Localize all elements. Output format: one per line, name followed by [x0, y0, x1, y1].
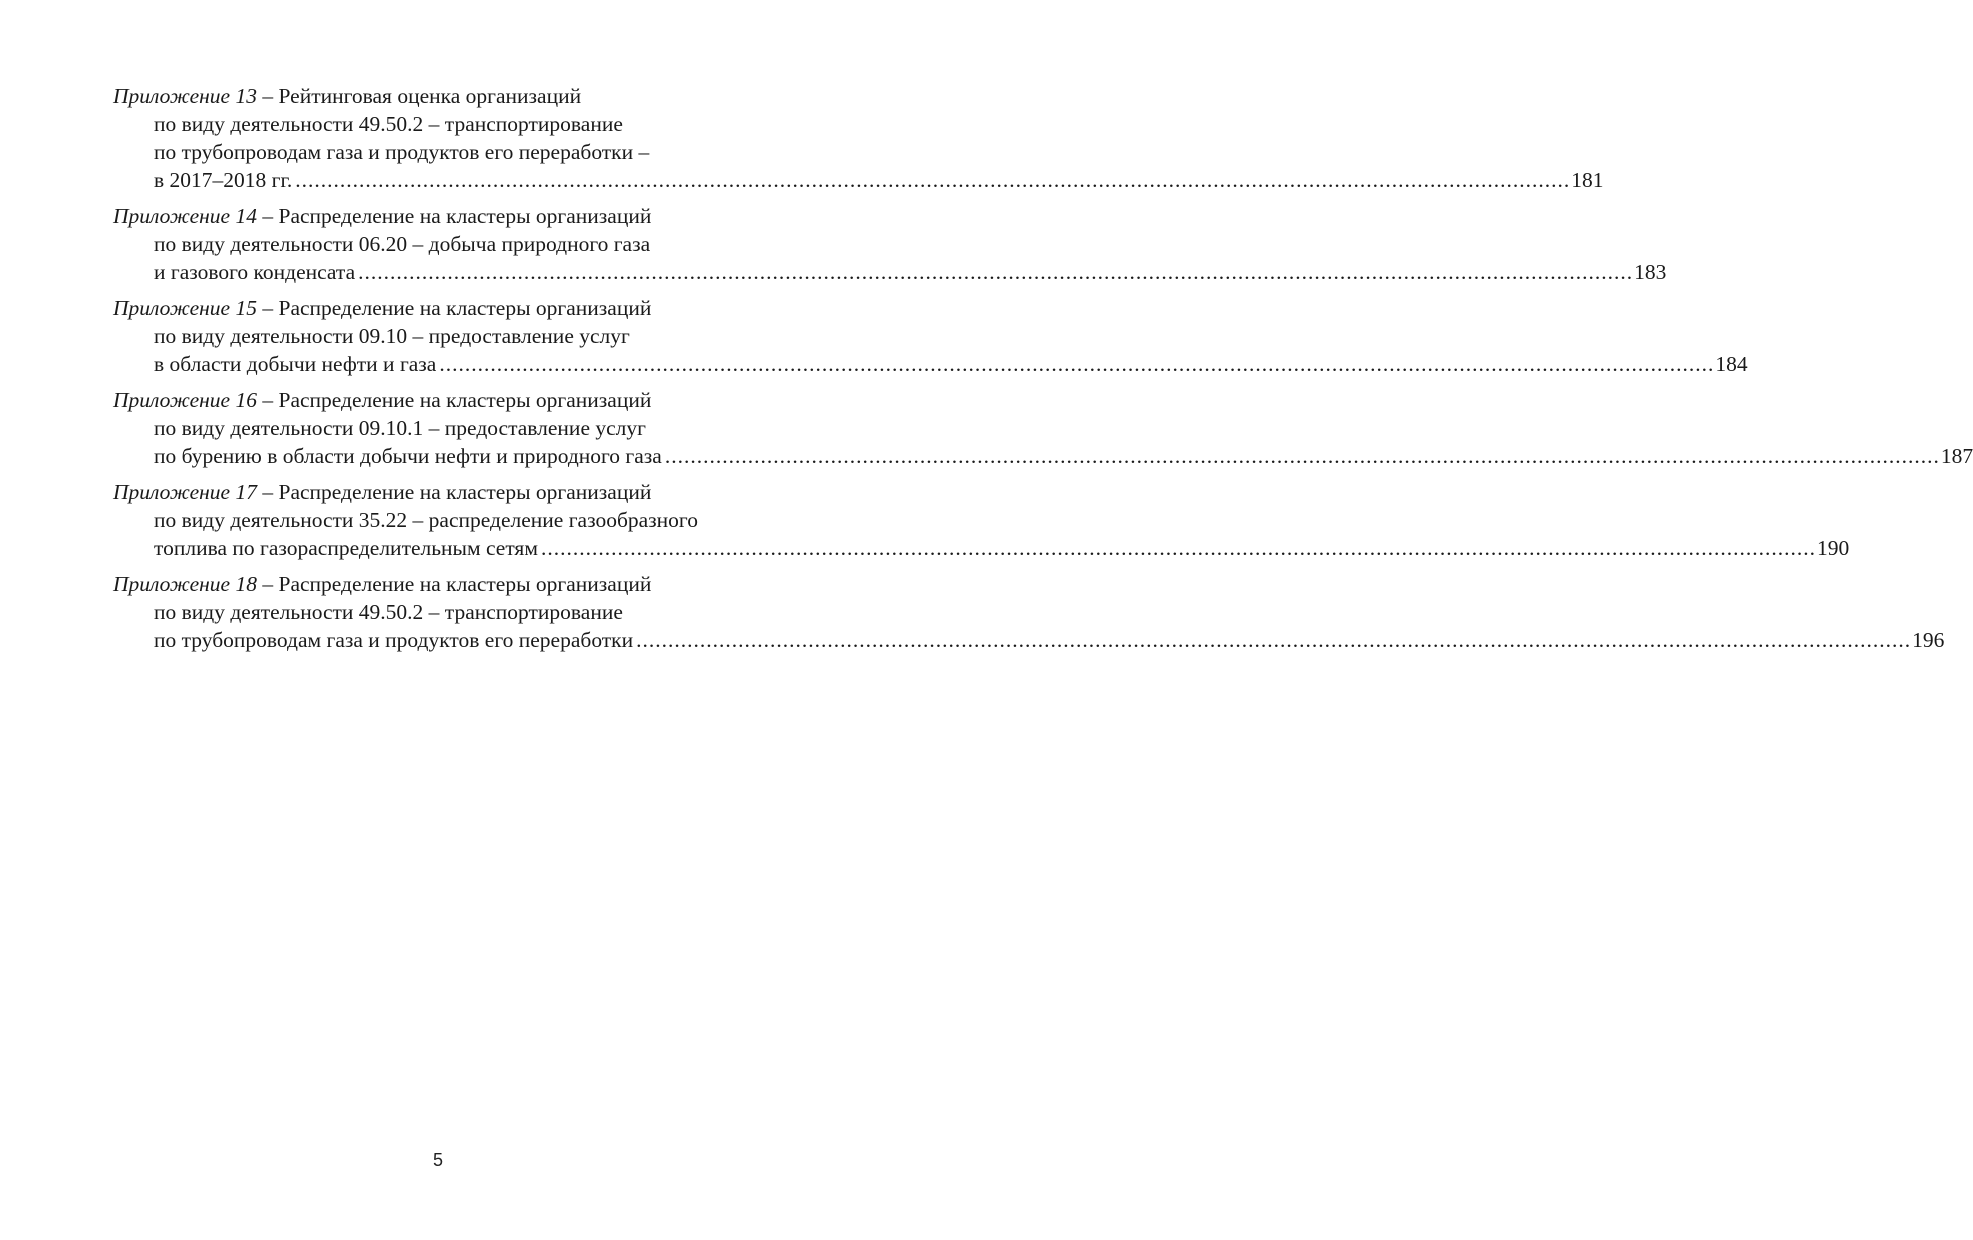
toc-page-number: 196: [1912, 628, 1945, 652]
toc-entry-line: по виду деятельности 06.20 – добыча природного газа: [154, 232, 651, 256]
toc-entry-prefix: Приложение 14: [113, 204, 257, 228]
toc-entry[interactable]: [113, 82, 1604, 194]
toc-entry-text: в области добычи нефти и газа: [154, 352, 437, 376]
toc-entry-last-line: [113, 166, 1604, 194]
toc-entry-line: по виду деятельности 49.50.2 – транспортирование: [154, 600, 623, 624]
dot-leader: ........................................................................................................................................................................................................: [358, 260, 1634, 284]
toc-entry-last-line: [113, 258, 1667, 286]
toc-entry-last-line: [113, 534, 1850, 562]
toc-entry-last-line: [113, 442, 1973, 470]
toc-entry-prefix: Приложение 18: [113, 572, 257, 596]
toc-entry-first-line: [113, 294, 781, 322]
toc-entry-title: – Рейтинговая оценка организаций: [256, 84, 582, 108]
toc-entry-text: по бурению в области добычи нефти и природного газа: [154, 444, 662, 468]
dot-leader: ........................................................................................................................................................................................................: [636, 628, 1912, 652]
toc-page-number: 183: [1634, 260, 1667, 284]
toc-entry-line: по виду деятельности 49.50.2 – транспортирование: [154, 112, 623, 136]
toc-entry[interactable]: [113, 478, 1850, 562]
dot-leader: ........................................................................................................................................................................................................: [439, 352, 1715, 376]
toc-entry-first-line: [113, 478, 781, 506]
toc-entry-title: – Распределение на кластеры организаций: [256, 572, 652, 596]
toc-entry-prefix: Приложение 17: [113, 480, 257, 504]
dot-leader: ........................................................................................................................................................................................................: [540, 536, 1816, 560]
toc-entry-first-line: [113, 570, 781, 598]
dot-leader: ........................................................................................................................................................................................................: [295, 168, 1571, 192]
toc-entry-text: и газового конденсата: [154, 260, 356, 284]
toc-entry-last-line: [113, 626, 1945, 654]
toc-page-number: 187: [1940, 444, 1973, 468]
toc-entry-title: – Распределение на кластеры организаций: [256, 480, 652, 504]
toc-entry-text: в 2017–2018 гг.: [154, 168, 293, 192]
toc-entry-line: по виду деятельности 09.10 – предоставление услуг: [154, 324, 630, 348]
toc-entry-first-line: [113, 82, 781, 110]
toc-page-number: 190: [1816, 536, 1850, 560]
toc-entry-line: по виду деятельности 35.22 – распределение газообразного: [154, 508, 698, 532]
toc-entry-title: – Распределение на кластеры организаций: [256, 388, 652, 412]
toc-entry-first-line: [113, 386, 781, 414]
toc-entry-text: по трубопроводам газа и продуктов его переработки: [154, 628, 634, 652]
toc-entry-prefix: Приложение 15: [113, 296, 257, 320]
table-of-contents: [113, 82, 1973, 662]
page-number: 5: [432, 1150, 443, 1170]
toc-entry-line: по виду деятельности 09.10.1 – предоставление услуг: [154, 416, 646, 440]
toc-entry-first-line: [113, 202, 781, 230]
toc-entry[interactable]: [113, 386, 1973, 470]
toc-page-number: 181: [1571, 168, 1604, 192]
toc-entry-prefix: Приложение 13: [113, 84, 257, 108]
toc-entry-line: по трубопроводам газа и продуктов его переработки –: [154, 140, 650, 164]
toc-entry-text: топлива по газораспределительным сетям: [154, 536, 538, 560]
toc-entry[interactable]: [113, 294, 1748, 378]
toc-entry-title: – Распределение на кластеры организаций: [256, 296, 652, 320]
toc-entry-last-line: [113, 350, 1748, 378]
toc-entry-title: – Распределение на кластеры организаций: [256, 204, 652, 228]
toc-page-number: 184: [1715, 352, 1748, 376]
toc-entry[interactable]: [113, 202, 1667, 286]
toc-entry[interactable]: [113, 570, 1945, 654]
toc-entry-prefix: Приложение 16: [113, 388, 257, 412]
dot-leader: ........................................................................................................................................................................................................: [664, 444, 1940, 468]
